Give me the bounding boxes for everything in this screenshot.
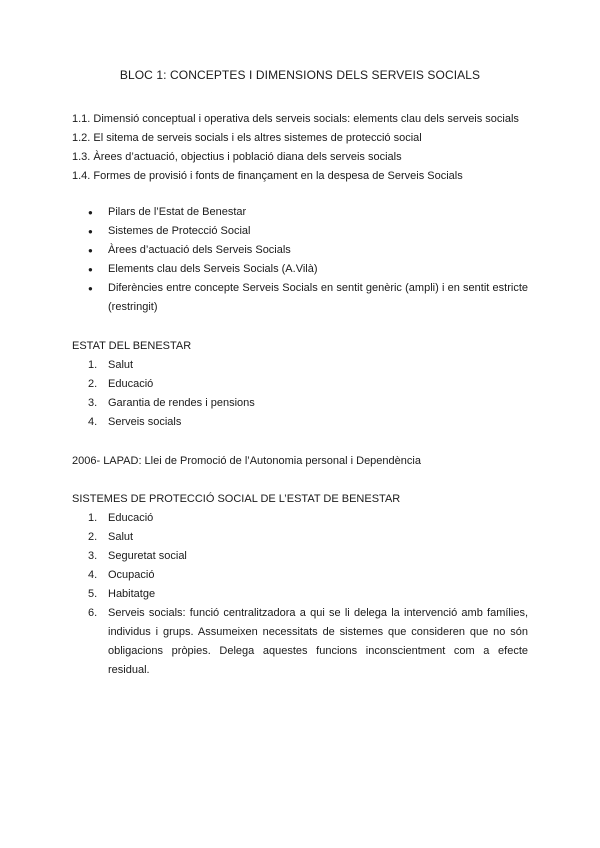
list-text: Educació <box>108 512 154 524</box>
list-text: Ocupació <box>108 569 155 581</box>
estat-list <box>72 356 528 432</box>
table-of-contents <box>72 110 532 186</box>
list-number: 5. <box>88 588 98 600</box>
list-text: Garantia de rendes i pensions <box>108 397 255 409</box>
list-number: 6. <box>88 607 98 619</box>
list-number: 2. <box>88 378 98 390</box>
bullet-item: ● Sistemes de Protecció Social <box>72 222 528 241</box>
list-item <box>72 566 528 585</box>
list-item <box>72 413 528 432</box>
list-text: Salut <box>108 359 134 371</box>
bullet-item: ● Diferències entre concepte Serveis Socials en sentit genèric (ampli) i en sentit estricte (restringit) <box>72 279 528 317</box>
list-number: 1. <box>88 359 98 371</box>
list-text: Habitatge <box>108 588 156 600</box>
list-text: Seguretat social <box>108 550 187 562</box>
bullet-list <box>72 203 528 317</box>
list-item <box>72 547 528 566</box>
toc-item: 1.1. Dimensió conceptual i operativa dels serveis socials: elements clau dels serveis socials <box>72 113 519 125</box>
list-item <box>72 394 528 413</box>
list-item <box>72 528 528 547</box>
bullet-item: ● Elements clau dels Serveis Socials (A.Vilà) <box>72 260 528 279</box>
list-item <box>72 585 528 604</box>
list-number: 4. <box>88 416 98 428</box>
list-item <box>72 356 528 375</box>
sistemes-list <box>72 509 528 680</box>
sistemes-heading: SISTEMES DE PROTECCIÓ SOCIAL DE L’ESTAT DE BENESTAR <box>72 493 401 505</box>
list-text: Serveis socials <box>108 416 182 428</box>
toc-item: 1.3. Àrees d’actuació, objectius i població diana dels serveis socials <box>72 151 402 163</box>
lapad-line: 2006- LAPAD: Llei de Promoció de l’Autonomia personal i Dependència <box>72 455 421 467</box>
document-title: BLOC 1: CONCEPTES I DIMENSIONS DELS SERVEIS SOCIALS <box>119 68 481 82</box>
bullet-item: ● Àrees d’actuació dels Serveis Socials <box>72 241 528 260</box>
list-number: 1. <box>88 512 98 524</box>
bullet-item: ● Pilars de l’Estat de Benestar <box>72 203 528 222</box>
list-number: 4. <box>88 569 98 581</box>
list-item <box>72 375 528 394</box>
toc-item: 1.4. Formes de provisió i fonts de finançament en la despesa de Serveis Socials <box>72 170 463 182</box>
list-number: 2. <box>88 531 98 543</box>
toc-item: 1.2. El sitema de serveis socials i els altres sistemes de protecció social <box>72 132 422 144</box>
list-item <box>72 509 528 528</box>
list-text: Salut <box>108 531 134 543</box>
list-number: 3. <box>88 550 98 562</box>
list-text: Serveis socials: funció centralitzadora a qui se li delega la intervenció amb famílies, individus i grups. Assumeixen necessitats de sistemes que consideren que no són obligacions pròpies. Delega aquestes funcions inconscientment com a efecte residual. <box>108 607 528 676</box>
list-text: Educació <box>108 378 154 390</box>
estat-heading: ESTAT DEL BENESTAR <box>72 340 192 352</box>
list-item <box>72 604 528 680</box>
list-number: 3. <box>88 397 98 409</box>
